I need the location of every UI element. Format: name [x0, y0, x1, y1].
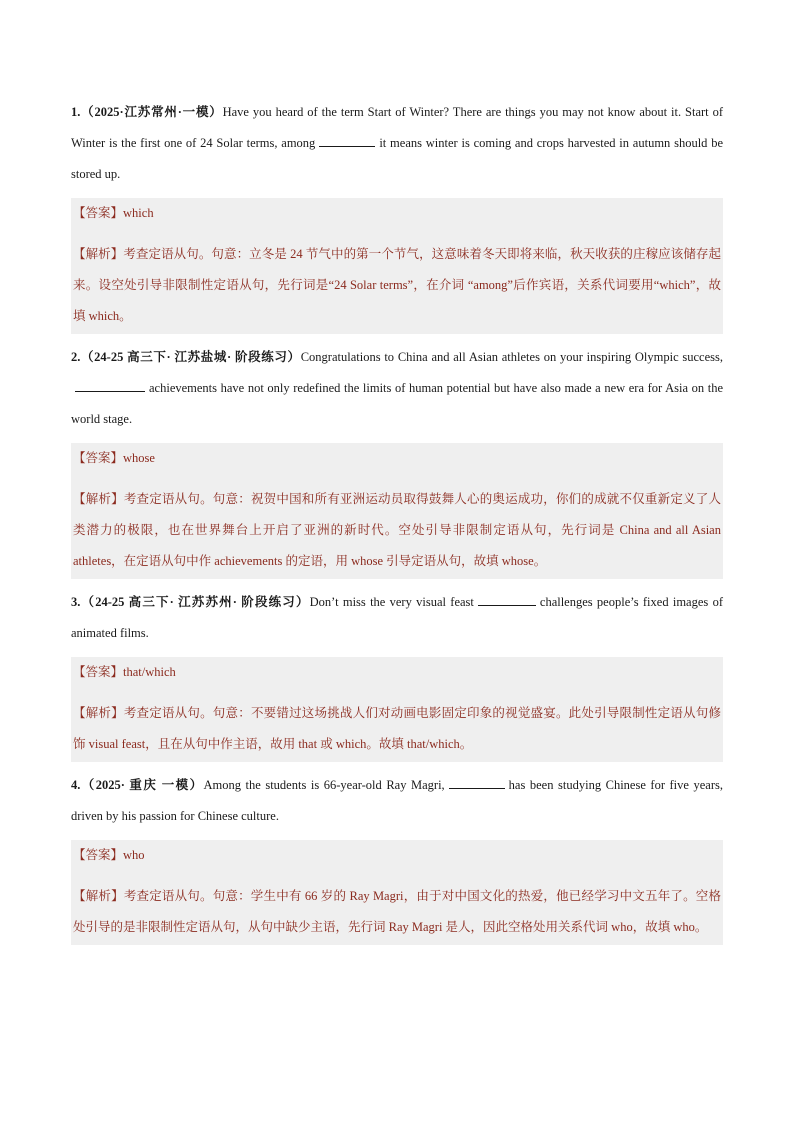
analysis-text: 考查定语从句。句意：立冬是 24 节气中的第一个节气，这意味着冬天即将来临，秋天收获的庄稼应该储存起来。设空处引导非限制性定语从句，先行词是“24 Solar terms”，在介词 “among”后作宾语，关系代词要用“which”，故填 which。 — [73, 247, 721, 323]
question-text: Congratulations to China and all Asian athletes on your inspiring Olympic success, — [300, 350, 723, 364]
analysis-row — [71, 239, 723, 334]
question-text: Among the students is 66-year-old Ray Magri, — [203, 778, 445, 792]
analysis-row — [71, 484, 723, 579]
answer-blank — [319, 134, 375, 147]
answer-label: 【答案】 — [73, 665, 124, 679]
analysis-row — [71, 698, 723, 762]
answer-row — [71, 443, 723, 484]
question-block-3 — [71, 587, 723, 762]
analysis-row — [71, 881, 723, 945]
question-2 — [71, 342, 723, 435]
answer-label: 【答案】 — [73, 848, 124, 862]
answer-label: 【答案】 — [73, 206, 124, 220]
answer-label: 【答案】 — [73, 451, 124, 465]
question-number: 4. — [71, 778, 81, 792]
question-source: （24-25 高三下· 江苏盐城· 阶段练习） — [80, 350, 301, 364]
question-block-4 — [71, 770, 723, 945]
analysis-label: 【解析】 — [73, 492, 124, 506]
question-1 — [71, 97, 723, 190]
question-text: it means winter is coming and crops harvested in autumn should be stored up. — [71, 136, 723, 181]
analysis-label: 【解析】 — [73, 889, 124, 903]
answer-value: whose — [123, 451, 155, 465]
question-text: challenges people’s fixed images of animated films. — [71, 595, 723, 640]
question-source: （2025· 重庆 一模） — [80, 778, 204, 792]
question-number: 1. — [71, 105, 81, 119]
question-text: Have you heard of the term Start of Winter? There are things you may not know about it. Start of Winter is the first one of 24 Solar terms, among — [71, 105, 723, 150]
answer-value: who — [123, 848, 145, 862]
answer-blank — [478, 593, 536, 606]
answer-value: that/which — [123, 665, 176, 679]
analysis-text: 考查定语从句。句意：祝贺中国和所有亚洲运动员取得鼓舞人心的奥运成功，你们的成就不仅重新定义了人类潜力的极限，也在世界舞台上开启了亚洲的新时代。空处引导非限制定语从句，先行词是 China and all Asian athletes，在定语从句中作 achievements 的定语，用 whose 引导定语从句，故填 whose。 — [73, 492, 721, 568]
answer-value: which — [123, 206, 154, 220]
question-source: （24-25 高三下· 江苏苏州· 阶段练习） — [80, 595, 310, 609]
question-text: Don’t miss the very visual feast — [309, 595, 474, 609]
question-3 — [71, 587, 723, 649]
document-body — [71, 97, 723, 953]
answer-blank — [75, 379, 145, 392]
question-block-2 — [71, 342, 723, 579]
question-text: has been studying Chinese for five years, driven by his passion for Chinese culture. — [71, 778, 723, 823]
question-number: 2. — [71, 350, 81, 364]
question-4 — [71, 770, 723, 832]
answer-blank — [449, 776, 505, 789]
analysis-text: 考查定语从句。句意：学生中有 66 岁的 Ray Magri，由于对中国文化的热爱，他已经学习中文五年了。空格处引导的是非限制性定语从句，从句中缺少主语，先行词 Ray Magri 是人，因此空格处用关系代词 who，故填 who。 — [73, 889, 721, 934]
question-text: achievements have not only redefined the limits of human potential but have also made a new era for Asia on the world stage. — [71, 381, 723, 426]
question-number: 3. — [71, 595, 81, 609]
question-source: （2025·江苏常州·一模） — [80, 105, 223, 119]
analysis-label: 【解析】 — [73, 247, 124, 261]
answer-row — [71, 840, 723, 881]
answer-row — [71, 657, 723, 698]
question-block-1 — [71, 97, 723, 334]
analysis-text: 考查定语从句。句意：不要错过这场挑战人们对动画电影固定印象的视觉盛宴。此处引导限制性定语从句修饰 visual feast，且在从句中作主语，故用 that 或 which。故填 that/which。 — [73, 706, 721, 751]
answer-row — [71, 198, 723, 239]
analysis-label: 【解析】 — [73, 706, 124, 720]
